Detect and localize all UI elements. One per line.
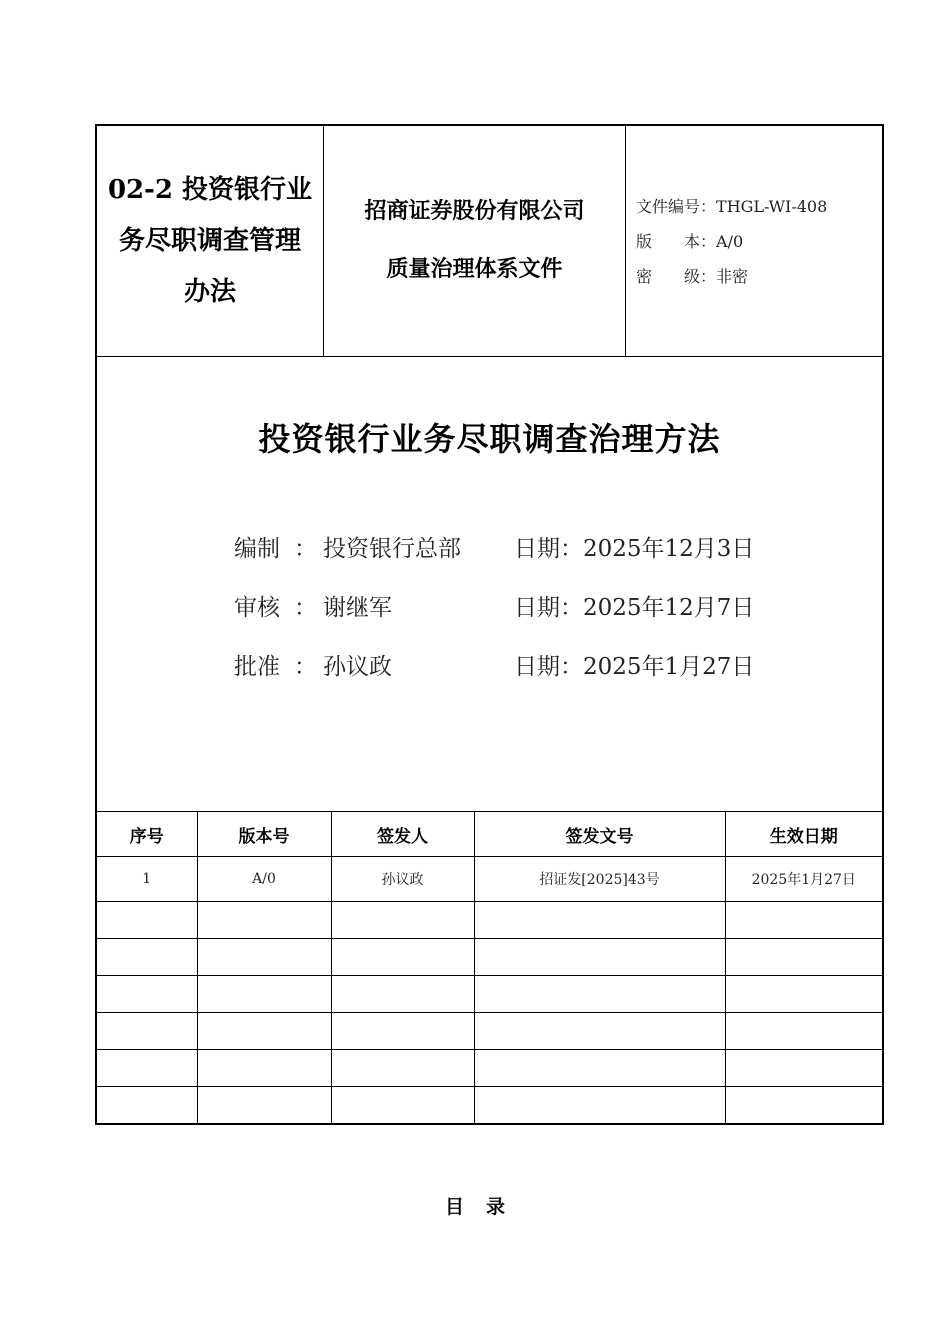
table-cell xyxy=(331,1050,474,1087)
table-cell xyxy=(331,1013,474,1050)
table-cell xyxy=(725,1087,882,1124)
table-cell: 1 xyxy=(97,857,197,902)
table-cell xyxy=(97,1013,197,1050)
table-cell: 2025年1月27日 xyxy=(725,857,882,902)
table-cell: 孙议政 xyxy=(331,857,474,902)
table-cell xyxy=(197,939,331,976)
approval-row-reviewed xyxy=(234,591,834,650)
approval-role: 批准 xyxy=(234,654,280,680)
col-header-effective-date: 生效日期 xyxy=(725,812,882,857)
table-cell xyxy=(725,976,882,1013)
approval-name: 谢继军 xyxy=(323,595,392,621)
meta-version: 版 本：A/0 xyxy=(636,231,744,251)
header-doc-name-cell xyxy=(97,126,324,356)
table-cell xyxy=(197,976,331,1013)
table-cell xyxy=(474,1050,725,1087)
approval-name: 投资银行总部 xyxy=(323,536,461,562)
table-cell xyxy=(97,902,197,939)
table-cell xyxy=(97,939,197,976)
table-row xyxy=(97,1050,882,1087)
table-cell xyxy=(725,939,882,976)
table-cell xyxy=(474,976,725,1013)
table-cell xyxy=(197,1087,331,1124)
toc-title: 目录 xyxy=(444,1196,527,1218)
table-cell xyxy=(331,939,474,976)
table-cell xyxy=(331,902,474,939)
table-cell xyxy=(474,1013,725,1050)
approval-colon: ： xyxy=(294,595,317,621)
table-row xyxy=(97,857,882,902)
table-cell xyxy=(725,1013,882,1050)
document-title: 投资银行业务尽职调查治理方法 xyxy=(258,420,721,458)
table-cell: A/0 xyxy=(197,857,331,902)
header-company-cell xyxy=(324,126,626,356)
table-cell: 招证发[2025]43号 xyxy=(474,857,725,902)
header-company: 招商证券股份有限公司 xyxy=(364,199,585,224)
table-cell xyxy=(197,902,331,939)
table-cell xyxy=(725,1050,882,1087)
table-row xyxy=(97,902,882,939)
table-cell xyxy=(197,1013,331,1050)
table-cell xyxy=(474,939,725,976)
col-header-issuer: 签发人 xyxy=(331,812,474,857)
table-cell xyxy=(97,1050,197,1087)
table-cell xyxy=(97,976,197,1013)
table-row xyxy=(97,1013,882,1050)
approval-colon: ： xyxy=(294,654,317,680)
meta-file-number: 文件编号：THGL-WI-408 xyxy=(636,196,828,216)
table-cell xyxy=(474,902,725,939)
table-cell xyxy=(725,902,882,939)
approval-row-prepared xyxy=(234,532,834,591)
table-cell xyxy=(331,1087,474,1124)
document-frame xyxy=(95,124,884,1125)
approval-date: 日期：2025年1月27日 xyxy=(514,654,755,680)
approval-role: 编制 xyxy=(234,536,280,562)
header-doc-name: 02-2 投资银行业务尽职调查管理办法 xyxy=(107,174,313,307)
table-row xyxy=(97,976,882,1013)
table-header-row xyxy=(97,812,882,857)
approval-colon: ： xyxy=(294,536,317,562)
table-cell xyxy=(474,1087,725,1124)
revision-table xyxy=(97,811,882,1123)
header-meta-cell xyxy=(626,126,882,356)
col-header-seq: 序号 xyxy=(97,812,197,857)
approval-date: 日期：2025年12月7日 xyxy=(514,595,755,621)
approval-block xyxy=(234,532,834,709)
approval-date: 日期：2025年12月3日 xyxy=(514,536,755,562)
table-cell xyxy=(197,1050,331,1087)
table-row xyxy=(97,1087,882,1124)
table-row xyxy=(97,939,882,976)
approval-role: 审核 xyxy=(234,595,280,621)
table-cell xyxy=(97,1087,197,1124)
approval-name: 孙议政 xyxy=(323,654,392,680)
header-system: 质量治理体系文件 xyxy=(386,257,563,282)
col-header-doc-number: 签发文号 xyxy=(474,812,725,857)
col-header-version: 版本号 xyxy=(197,812,331,857)
table-cell xyxy=(331,976,474,1013)
document-header xyxy=(97,126,882,357)
meta-confidentiality: 密 级：非密 xyxy=(636,266,749,286)
approval-row-approved xyxy=(234,650,834,709)
